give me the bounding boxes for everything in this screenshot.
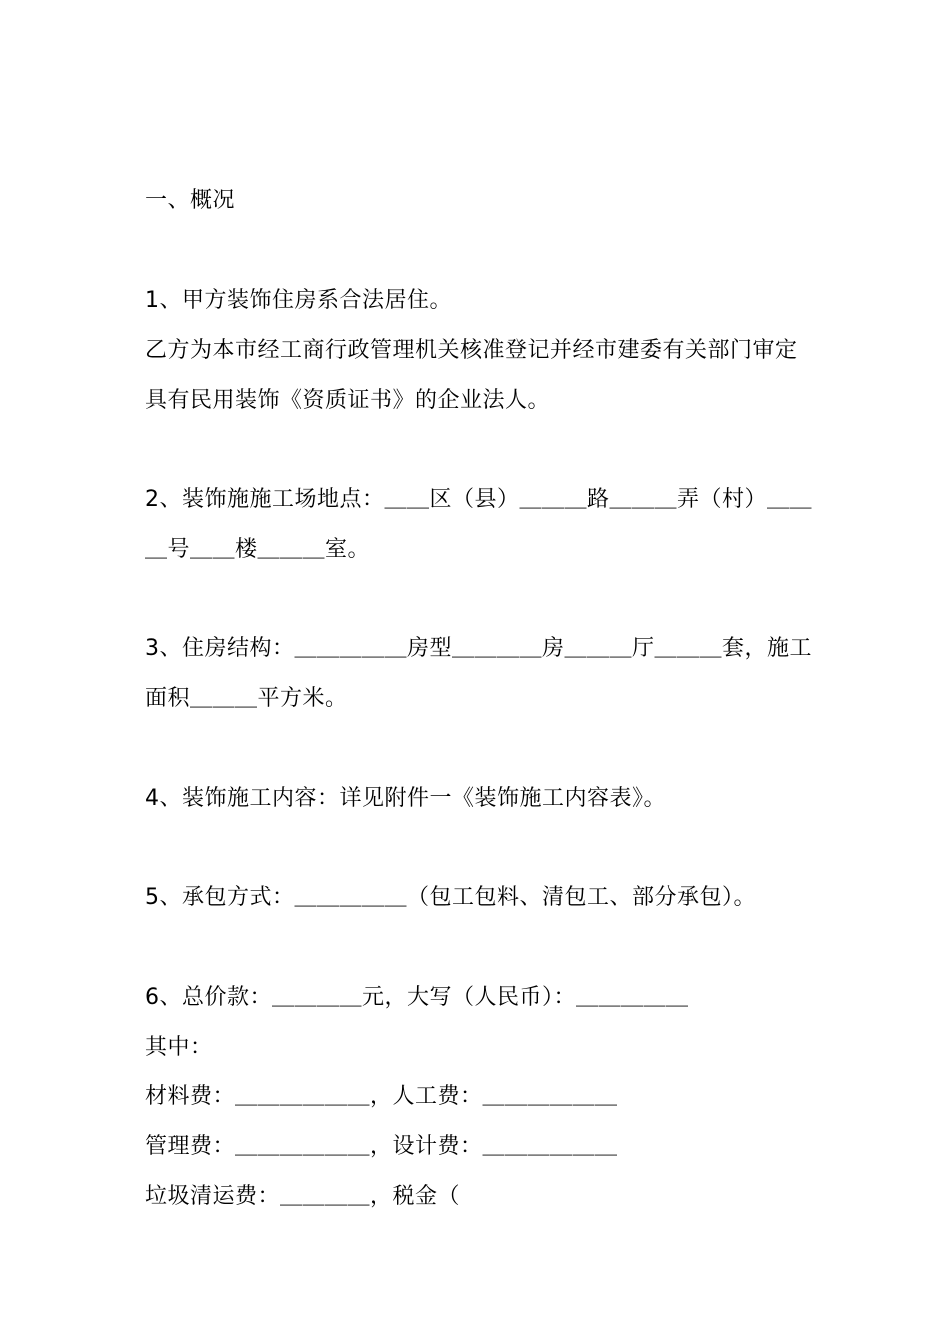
item-1-line-1: 1、甲方装饰住房系合法居住。 [145, 288, 452, 313]
item-1-line-2: 乙方为本市经工商行政管理机关核准登记并经市建委有关部门审定 [145, 338, 798, 363]
item-1-line-3: 具有民用装饰《资质证书》的企业法人。 [145, 388, 551, 413]
item-6-line-3: 材料费：＿＿＿＿＿＿，人工费：＿＿＿＿＿＿ [145, 1084, 618, 1109]
item-6-line-2: 其中： [145, 1035, 213, 1060]
section-heading: 一、概况 [145, 188, 236, 213]
item-2-line-2: ＿号＿＿楼＿＿＿室。 [145, 537, 371, 562]
item-5-line-1: 5、承包方式：＿＿＿＿＿（包工包料、清包工、部分承包）。 [145, 885, 756, 910]
item-3-line-2: 面积＿＿＿平方米。 [145, 686, 348, 711]
item-2-line-1: 2、装饰施施工场地点：＿＿区（县）＿＿＿路＿＿＿弄（村）＿＿ [145, 487, 812, 512]
item-3-line-1: 3、住房结构：＿＿＿＿＿房型＿＿＿＿房＿＿＿厅＿＿＿套，施工 [145, 636, 812, 661]
item-6-line-1: 6、总价款：＿＿＿＿元，大写（人民币）：＿＿＿＿＿ [145, 985, 689, 1010]
item-6-line-5: 垃圾清运费：＿＿＿＿，税金（ [145, 1184, 461, 1209]
item-6-line-4: 管理费：＿＿＿＿＿＿，设计费：＿＿＿＿＿＿ [145, 1134, 618, 1159]
item-4-line-1: 4、装饰施工内容：详见附件一《装饰施工内容表》。 [145, 786, 666, 811]
